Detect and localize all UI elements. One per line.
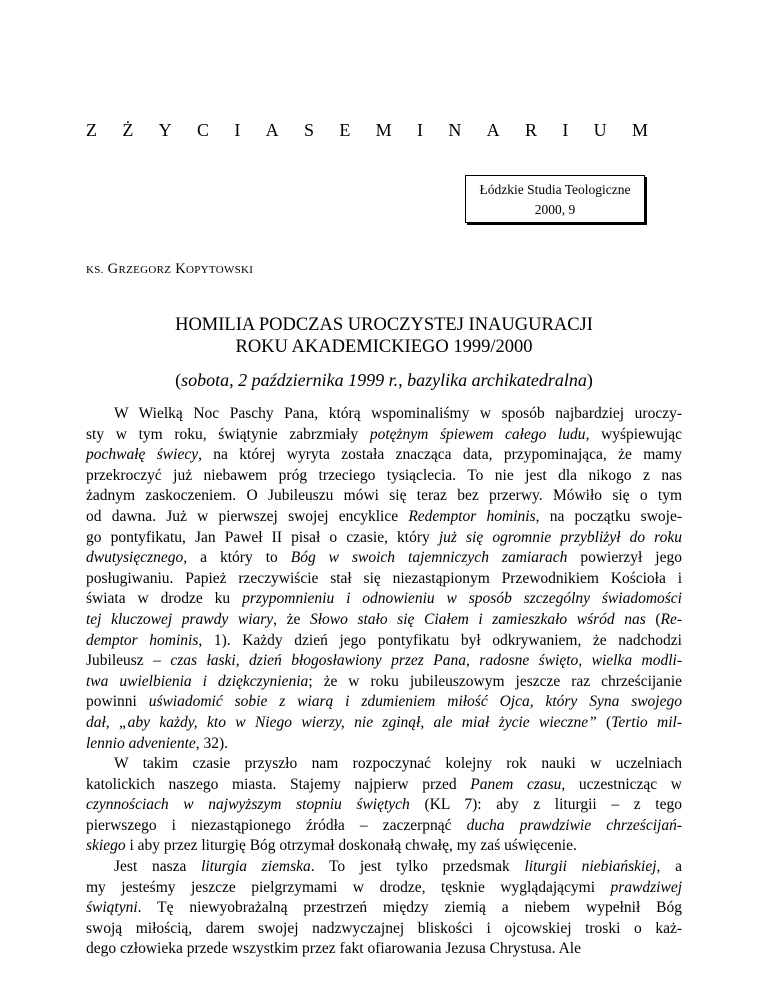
text-line: posługiwaniu. Papież rzeczywiście stał się niezastąpionym Przewodnikiem Kościoła i — [86, 569, 682, 587]
text-line: Jubileusz – czas łaski, dzień błogosławiony przez Pana, radosne święto, wielka modli- — [86, 652, 682, 670]
italic-span: Bóg w swoich tajemniczych zamiarach — [290, 549, 568, 567]
italic-span: dwutysięcznego, — [86, 549, 188, 567]
text-line: W Wielką Noc Paschy Pana, którą wspominaliśmy w sposób najbardziej uroczy- — [114, 405, 682, 422]
title-line-2: ROKU AKADEMICKIEGO 1999/2000 — [235, 337, 533, 357]
italic-span: uświadomić sobie z wiarą i zdumieniem miłość Ojca, który Syna swojego — [148, 693, 682, 711]
text-line: my jesteśmy jeszcze pielgrzymami w drodze, tęsknie wyglądającymi prawdziwej — [86, 878, 682, 896]
text-line: tej kluczowej prawdy wiary, że Słowo stało się Ciałem i zamieszkało wśród nas (Re- — [86, 610, 683, 628]
article-subtitle: (sobota, 2 października 1999 r., bazylika archikatedralna) — [175, 370, 593, 390]
paragraph-3 — [86, 857, 682, 960]
section-header — [86, 120, 648, 141]
italic-span: czynnościach w najwyższym stopniu świętych — [86, 796, 410, 814]
italic-span: świątyni — [86, 899, 138, 917]
header-letter: S — [303, 120, 314, 140]
author-last-rest: OPYTOWSKI — [185, 264, 254, 276]
header-letter: U — [593, 120, 607, 140]
text-line: dwutysięcznego, a który to Bóg w swoich tajemniczych zamiarach powierzył jego — [86, 549, 682, 567]
author-name — [86, 261, 253, 278]
header-letter: A — [486, 120, 500, 140]
header-letter: N — [448, 120, 462, 140]
text-line: dego człowieka przede wszystkim przez fakt ofiarowania Jezusa Chrystusa. Ale — [86, 940, 581, 958]
author-first-initial: G — [107, 261, 119, 277]
paragraph-1 — [86, 404, 682, 754]
italic-span: już się ogromnie przybliżył do roku — [438, 528, 682, 546]
text-line: przekroczyć już niebawem próg trzeciego tysiąclecia. To nie jest dla nikogo z nas — [86, 466, 682, 484]
italic-span: liturgii niebiańskiej — [524, 858, 657, 876]
header-letter: E — [339, 120, 351, 140]
header-letter: M — [631, 120, 648, 140]
header-letter: Y — [158, 120, 172, 140]
header-letter: I — [417, 120, 423, 140]
text-line: dał, „aby każdy, kto w Niego wierzy, nie zginął, ale miał życie wieczne” (Tertio mil- — [86, 713, 682, 731]
header-letter: M — [375, 120, 392, 140]
header-letter: Z — [86, 120, 97, 140]
title-line-1: HOMILIA PODCZAS UROCZYSTEJ INAUGURACJI — [175, 315, 593, 335]
text-line: Jest nasza liturgia ziemska. To jest tylko przedsmak liturgii niebiańskiej, a — [114, 858, 682, 876]
text-line: pierwszego i niezastąpionego źródła – zaczerpnąć ducha prawdziwie chrześcijań- — [86, 816, 682, 834]
text-line: czynnościach w najwyższym stopniu świętych (KL 7): aby z liturgii – z tego — [86, 796, 682, 814]
header-letter: Ż — [122, 120, 134, 140]
text-line: twa uwielbienia i dziękczynienia; że w roku jubileuszowym jeszcze raz chrześcijanie — [86, 672, 683, 690]
italic-span: tej kluczowej prawdy wiary — [86, 610, 274, 628]
text-line: swoją miłością, darem swojej nadzwyczajnej bliskości i ojcowskiej troski o każ- — [86, 919, 682, 937]
journal-name: Łódzkie Studia Teologiczne — [479, 182, 631, 197]
header-letter: C — [196, 120, 209, 140]
text-line: go pontyfikatu, Jan Paweł II pisał o czasie, który już się ogromnie przybliżył do roku — [86, 528, 682, 546]
italic-span: demptor hominis — [86, 631, 199, 649]
text-line: żadnym zaskoczeniem. O Jubileuszu mówi się teraz bez przerwy. Mówiło się o tym — [86, 487, 682, 505]
italic-span: lennio adveniente — [86, 734, 196, 752]
italic-span: Re- — [660, 610, 683, 628]
italic-span: Redemptor hominis — [408, 507, 536, 525]
header-letter: A — [265, 120, 279, 140]
paragraph-2 — [86, 754, 682, 857]
text-line: skiego i aby przez liturgię Bóg otrzymał doskonałą chwałę, my zaś uświęcenie. — [86, 837, 577, 855]
italic-span: potężnym śpiewem całego ludu — [369, 425, 586, 443]
italic-span: prawdziwej — [610, 878, 682, 896]
text-line: powinni uświadomić sobie z wiarą i zdumieniem miłość Ojca, który Syna swojego — [86, 693, 682, 711]
text-line: W takim czasie przyszło nam rozpoczynać kolejny rok nauki w uczelniach — [114, 755, 682, 773]
text-line: katolickich naszego miasta. Stajemy najpierw przed Panem czasu, uczestnicząc w — [86, 775, 682, 793]
author-first-rest: RZEGORZ — [118, 264, 172, 276]
journal-citation-box — [465, 175, 645, 223]
italic-span: przypomnieniu i odnowieniu w sposób szczególny świadomości — [242, 590, 682, 608]
text-line: świata w drodze ku przypomnieniu i odnowieniu w sposób szczególny świadomości — [86, 590, 682, 608]
text-line: od dawna. Już w pierwszej swojej encyklice Redemptor hominis, na początku swoje- — [86, 507, 682, 525]
article-body — [86, 404, 682, 960]
text-line: świątyni. Tę niewyobrażalną przestrzeń między ziemią a niebem wypełnił Bóg — [86, 899, 682, 917]
subtitle-text: sobota, 2 października 1999 r., bazylika archikatedralna — [181, 370, 587, 390]
italic-span: Słowo stało się Ciałem i zamieszkało wśród nas — [309, 610, 646, 628]
header-letter: I — [562, 120, 569, 140]
text-line: demptor hominis, 1). Każdy dzień jego pontyfikatu był odkrywaniem, że nadchodzi — [86, 631, 682, 649]
italic-span: czas łaski, dzień błogosławiony przez Pana, radosne święto, wielka modli- — [170, 652, 682, 670]
italic-span: Tertio mil- — [611, 713, 682, 731]
italic-span: pochwałę świecy — [86, 446, 199, 464]
italic-span: twa uwielbienia i dziękczynienia — [86, 672, 309, 690]
author-prefix: KS. — [86, 264, 104, 276]
journal-issue: 2000, 9 — [534, 202, 576, 217]
header-letter: I — [234, 120, 241, 140]
italic-span: ducha prawdziwie chrześcijań- — [466, 816, 682, 834]
author-last-initial: K — [175, 261, 186, 277]
text-line: pochwałę świecy, na której wyryta została znacząca data, przypominająca, że mamy — [86, 446, 682, 464]
text-line: sty w tym roku, świątynie zabrzmiały potężnym śpiewem całego ludu, wyśpiewując — [86, 425, 683, 443]
italic-span: liturgia ziemska — [201, 858, 311, 876]
italic-span: Panem czasu — [470, 775, 562, 793]
italic-span: dał, „aby każdy, kto w Niego wierzy, nie zginął, ale miał życie wieczne” — [86, 713, 597, 731]
article-title — [86, 314, 682, 358]
header-letter: R — [524, 120, 537, 140]
text-line: lennio adveniente, 32). — [86, 734, 229, 752]
italic-span: skiego — [86, 837, 126, 855]
